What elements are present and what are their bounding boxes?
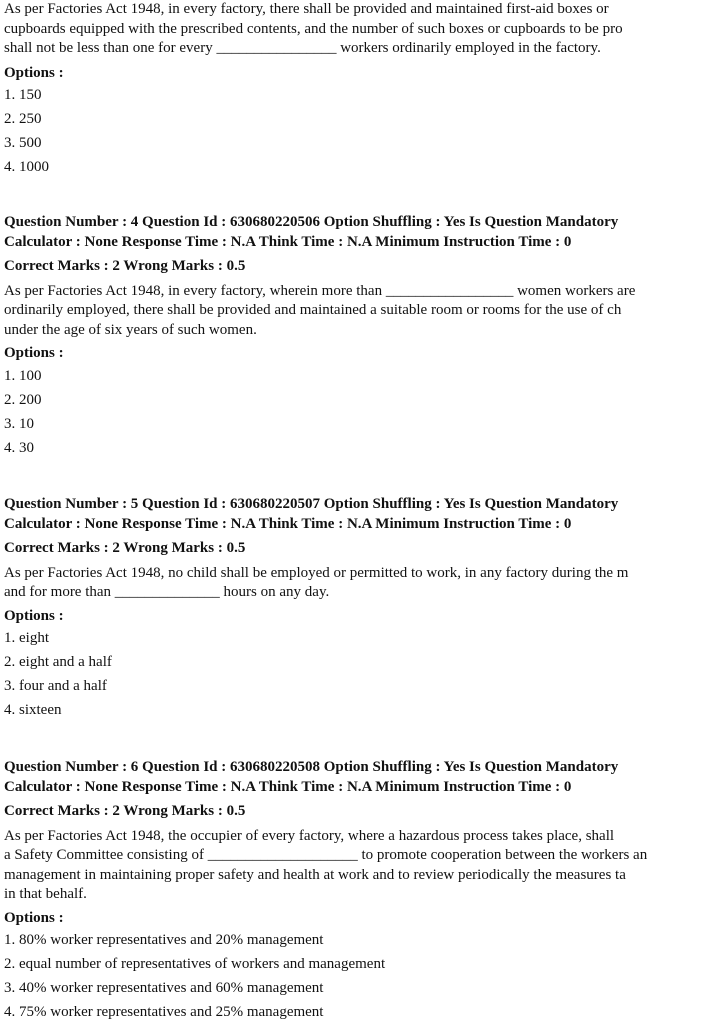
q4-blank: _________________ [385,282,514,299]
q6-blank: ____________________ [207,847,358,863]
q5-option-2: 2. eight and a half [4,654,112,670]
q6-text-line-1: As per Factories Act 1948, the occupier of every factory, where a hazardous process takes place, shall [4,827,615,844]
q5-options-label: Options : [4,607,64,624]
q6-text-line-3: management in maintaining proper safety and health at work and to review periodically the measures ta [4,866,626,883]
question-5-block [4,495,628,722]
q6-text-before-blank: a Safety Committee consisting of [4,847,208,863]
q6-text-line-2 [4,846,647,866]
q4-marks: Correct Marks : 2 Wrong Marks : 0.5 [4,258,246,274]
q3-option-4: 4. 1000 [4,159,49,175]
q3-text-line-2: cupboards equipped with the prescribed contents, and the number of such boxes or cupboards to be pro [4,20,623,37]
q5-header-line-2: Calculator : None Response Time : N.A Think Time : N.A Minimum Instruction Time : 0 [4,515,572,532]
q6-text-after-blank: to promote cooperation between the workers an [357,847,648,863]
q3-option-3: 3. 500 [4,135,42,151]
q4-text-line-1 [4,282,635,302]
question-6-block [4,758,647,1024]
q6-option-4: 4. 75% worker representatives and 25% management [4,1004,324,1020]
q5-option-1: 1. eight [4,630,49,646]
q3-text-line-1: As per Factories Act 1948, in every factory, there shall be provided and maintained first-aid boxes or [4,1,609,17]
q6-option-2: 2. equal number of representatives of workers and management [4,956,386,972]
q4-header-line-1: Question Number : 4 Question Id : 630680220506 Option Shuffling : Yes Is Question Mandatory [4,214,619,230]
q5-marks: Correct Marks : 2 Wrong Marks : 0.5 [4,540,246,556]
q5-text-after-blank: hours on any day. [219,584,330,600]
q4-text-before-blank: As per Factories Act 1948, in every factory, wherein more than [4,282,386,299]
q4-option-1: 1. 100 [4,367,42,384]
q6-text-line-4: in that behalf. [4,886,87,902]
q3-option-1: 1. 150 [4,87,42,103]
q6-marks: Correct Marks : 2 Wrong Marks : 0.5 [4,803,246,819]
question-4-block [4,213,635,460]
q3-blank: ________________ [216,40,337,56]
q5-header-line-1: Question Number : 5 Question Id : 630680220507 Option Shuffling : Yes Is Question Mandatory [4,496,619,512]
q4-text-line-3: under the age of six years of such women. [4,321,257,338]
q5-blank: ______________ [114,584,220,600]
q3-text-after-blank: workers ordinarily employed in the factory. [336,40,601,56]
q3-text-before-blank: shall not be less than one for every [4,40,217,56]
q3-options-label: Options : [4,64,64,81]
q5-text-line-2 [4,583,628,603]
q4-header-line-2: Calculator : None Response Time : N.A Think Time : N.A Minimum Instruction Time : 0 [4,233,572,250]
q5-text-line-1: As per Factories Act 1948, no child shall be employed or permitted to work, in any factory during the m [4,564,629,581]
q6-options-label: Options : [4,909,64,926]
q3-option-2: 2. 250 [4,111,42,127]
q3-text-line-3 [4,39,623,59]
q5-option-4: 4. sixteen [4,702,62,718]
q6-option-3: 3. 40% worker representatives and 60% management [4,980,324,996]
q5-text-before-blank: and for more than [4,584,115,600]
question-3-block [4,0,623,179]
q4-text-after-blank: women workers are [513,282,636,299]
q6-header-line-1: Question Number : 6 Question Id : 630680220508 Option Shuffling : Yes Is Question Mandatory [4,759,619,775]
q4-option-3: 3. 10 [4,415,34,432]
q6-header-line-2: Calculator : None Response Time : N.A Think Time : N.A Minimum Instruction Time : 0 [4,778,572,795]
q4-options-label: Options : [4,345,64,361]
q5-option-3: 3. four and a half [4,678,107,694]
q4-text-line-2: ordinarily employed, there shall be provided and maintained a suitable room or rooms for the use of ch [4,302,622,318]
q4-option-4: 4. 30 [4,439,34,456]
q6-option-1: 1. 80% worker representatives and 20% management [4,932,324,948]
q4-option-2: 2. 200 [4,391,42,408]
